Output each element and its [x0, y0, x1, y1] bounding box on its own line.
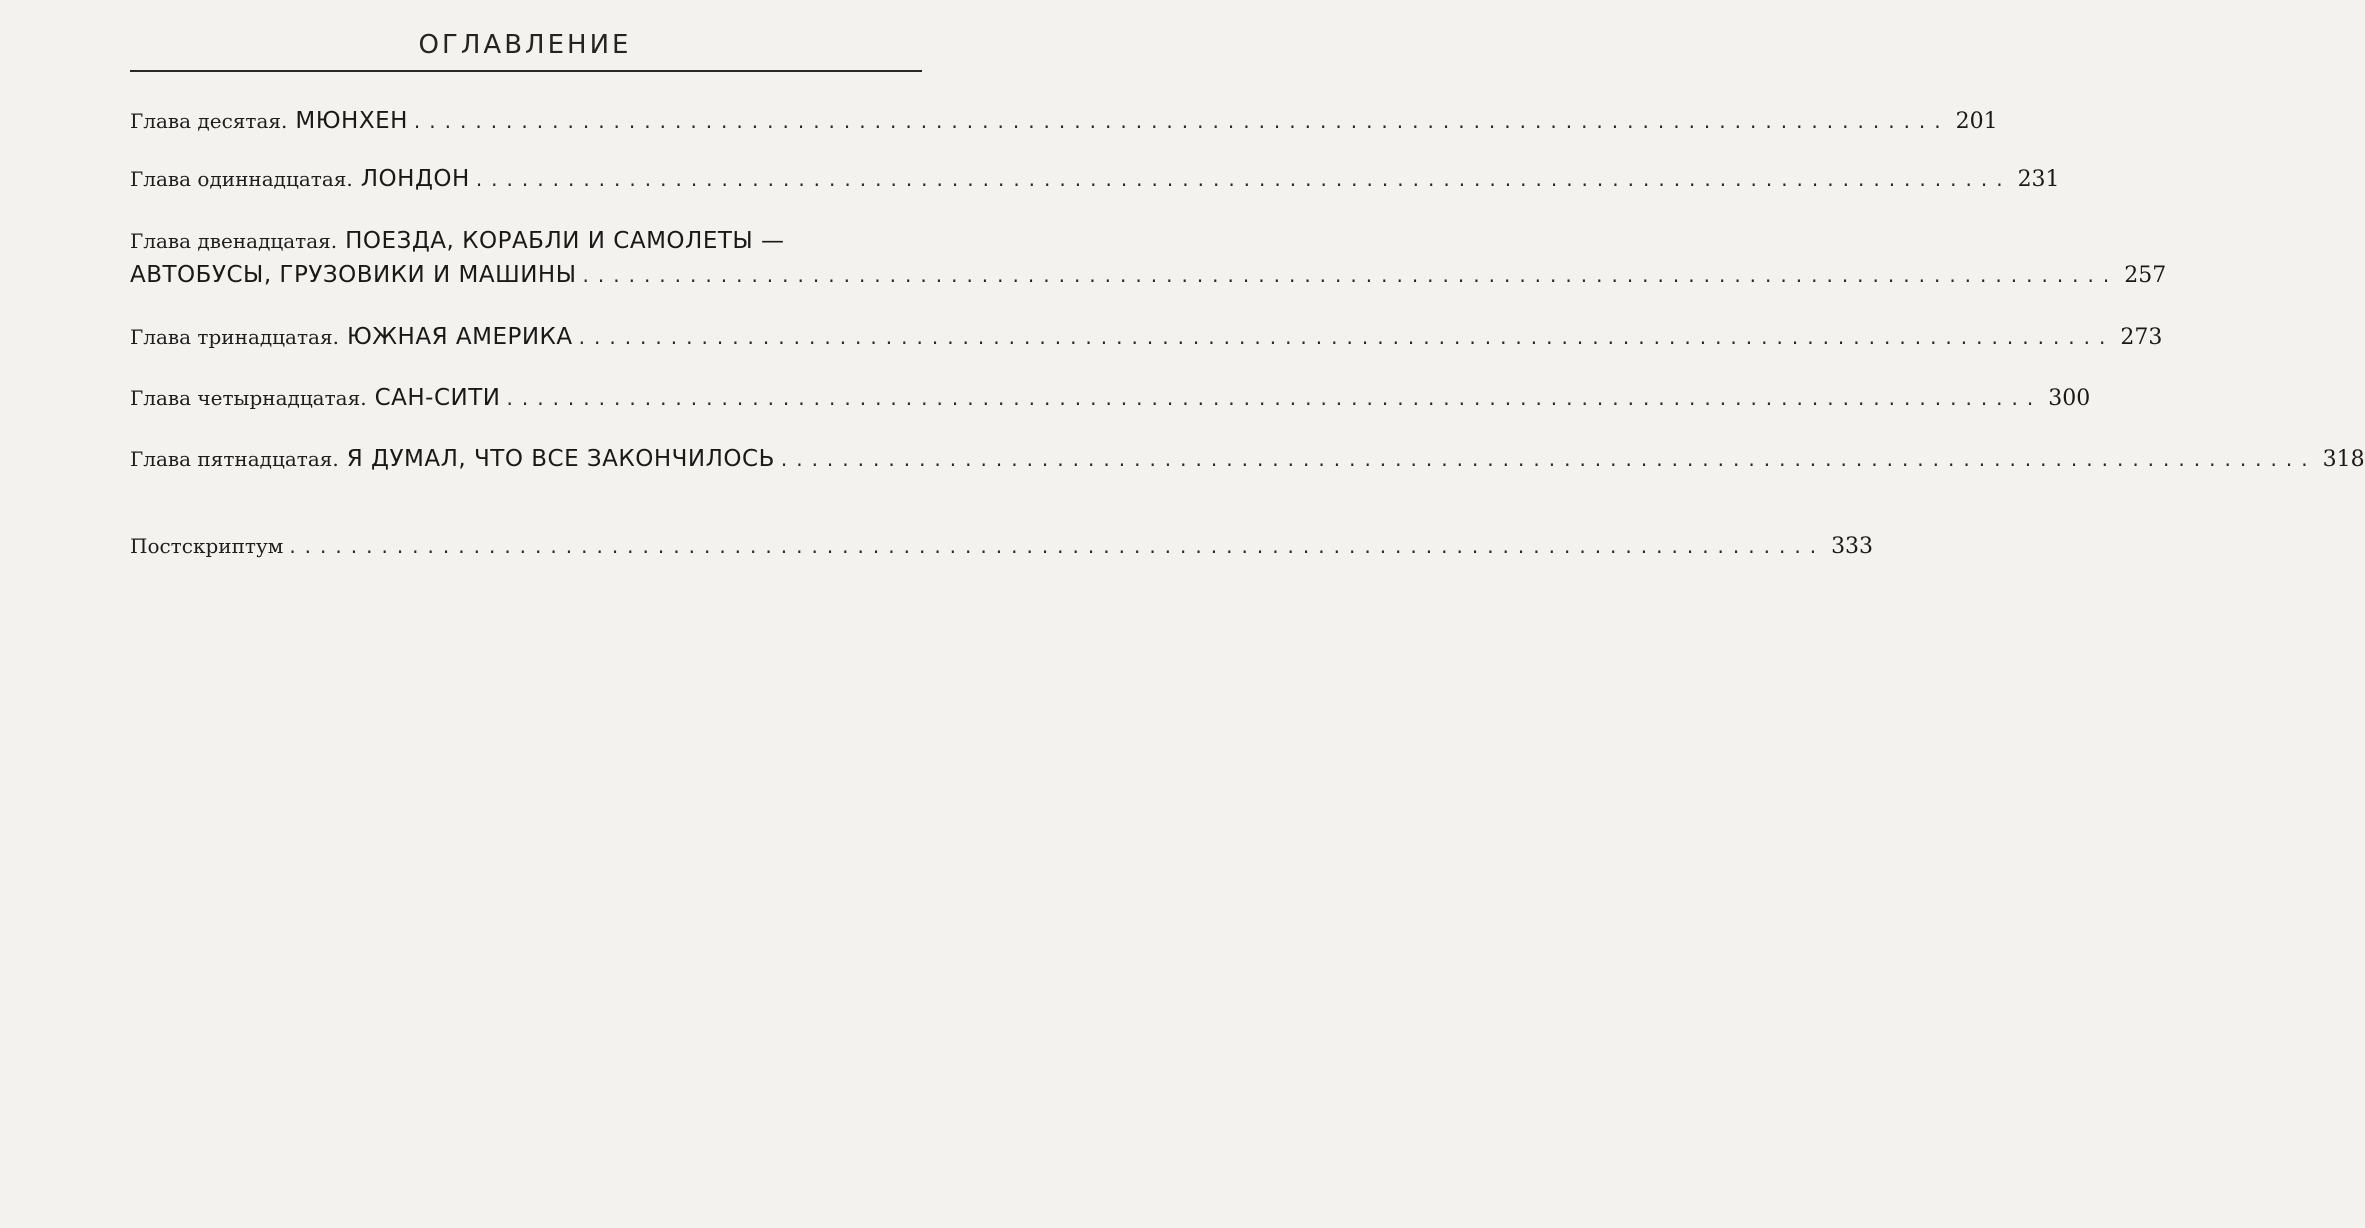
chapter-title: ПОЕЗДА, КОРАБЛИ И САМОЛЕТЫ —: [345, 228, 785, 254]
dot-leader: ....................................................................................................: [582, 263, 2119, 287]
dot-leader: ....................................................................................................: [413, 109, 1950, 133]
dot-leader: ....................................................................................................: [780, 447, 2317, 471]
chapter-heading-line: [130, 228, 785, 254]
toc-entry-chapter-14: [130, 385, 2091, 425]
chapter-title: Я ДУМАЛ, ЧТО ВСЕ ЗАКОНЧИЛОСЬ: [346, 446, 775, 472]
toc-entry-chapter-13: [130, 324, 2163, 364]
chapter-page-number: 201: [1955, 109, 1998, 134]
postscript-page-number: 333: [1831, 534, 1874, 559]
toc-entry-chapter-10: [130, 108, 1998, 148]
page-header-title: ОГЛАВЛЕНИЕ: [418, 30, 632, 60]
dot-leader: ....................................................................................................: [475, 167, 2012, 191]
chapter-label: Глава пятнадцатая.: [130, 447, 339, 471]
chapter-page-number: 300: [2048, 386, 2091, 411]
toc-entry-chapter-15: [130, 446, 2365, 486]
chapter-page-number: 318: [2322, 447, 2365, 472]
toc-entry-postscript: [130, 534, 1874, 574]
dot-leader: ....................................................................................................: [578, 325, 2115, 349]
chapter-title: МЮНХЕН: [295, 108, 408, 134]
dot-leader: ....................................................................................................: [506, 386, 2043, 410]
chapter-page-number: 257: [2124, 263, 2167, 288]
chapter-title: ЛОНДОН: [360, 166, 470, 192]
chapter-page-number: 273: [2120, 325, 2163, 350]
chapter-label: Глава одиннадцатая.: [130, 167, 353, 191]
chapter-continuation-line: [130, 262, 2167, 302]
postscript-label: Постскриптум: [130, 534, 284, 558]
chapter-label: Глава тринадцатая.: [130, 325, 339, 349]
dot-leader: ....................................................................................................: [289, 534, 1826, 558]
chapter-label: Глава двенадцатая.: [130, 229, 338, 253]
chapter-title: ЮЖНАЯ АМЕРИКА: [346, 324, 573, 350]
toc-entry-chapter-11: [130, 166, 2060, 206]
chapter-title: САН-СИТИ: [374, 385, 501, 411]
header-divider: [130, 70, 922, 72]
chapter-label: Глава десятая.: [130, 109, 288, 133]
chapter-title-continued: АВТОБУСЫ, ГРУЗОВИКИ И МАШИНЫ: [130, 262, 577, 288]
chapter-label: Глава четырнадцатая.: [130, 386, 367, 410]
chapter-page-number: 231: [2017, 167, 2060, 192]
